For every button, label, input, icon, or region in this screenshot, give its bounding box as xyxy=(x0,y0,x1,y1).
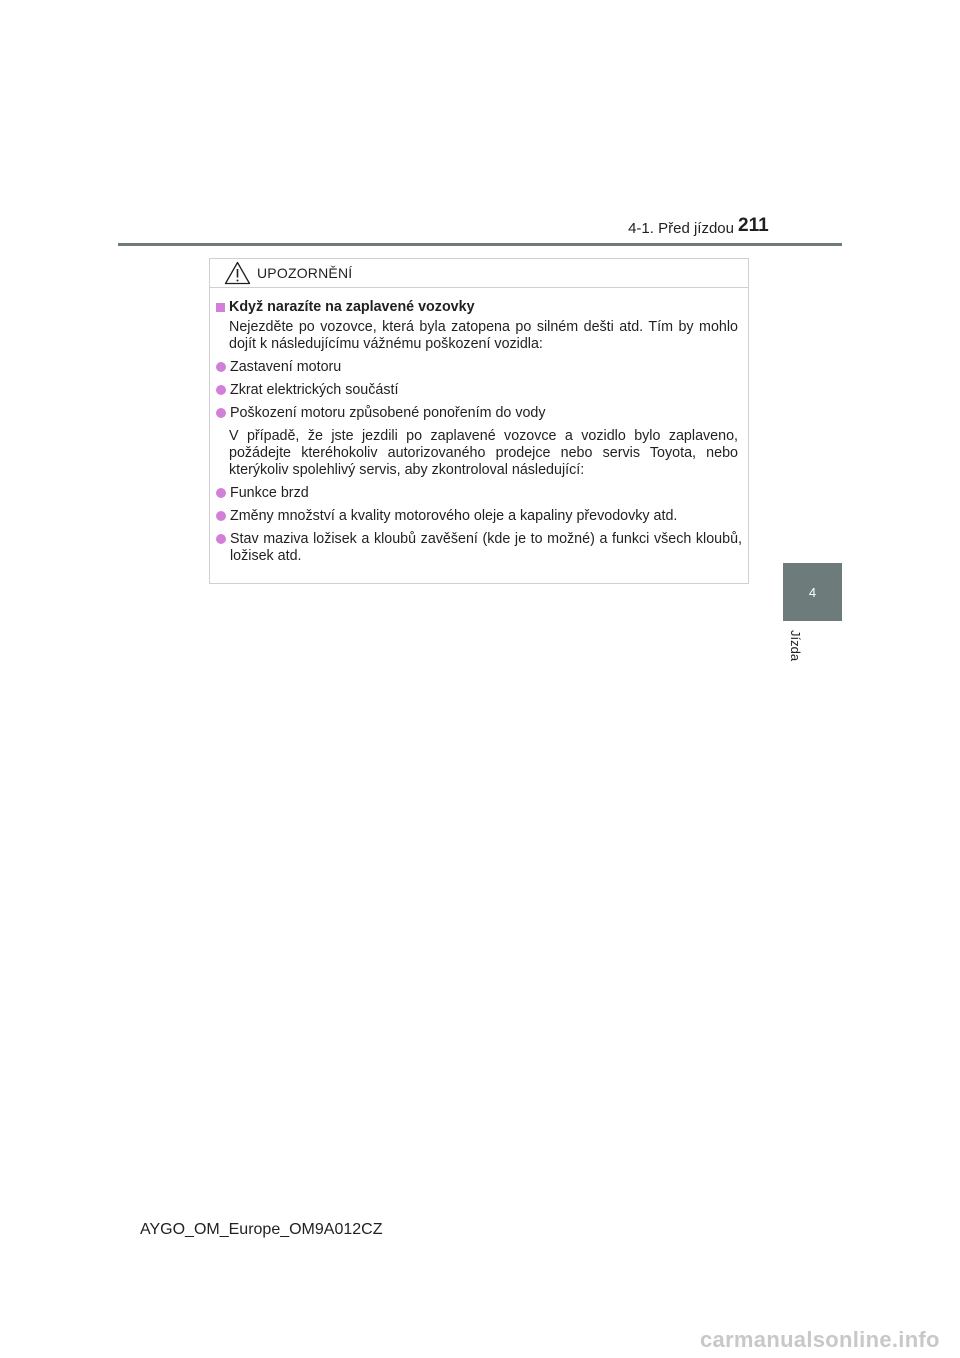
list-item-text: Zastavení motoru xyxy=(230,359,342,375)
follow-up-paragraph: V případě, že jste jezdili po zaplavené vozovce a vozidlo bylo zaplaveno, požádejte kteréhokoliv autorizovaného prodejce nebo servis Toyota, nebo kterýkoliv spolehlivý servis, aby zkontroloval následující: xyxy=(229,428,738,478)
chapter-tab xyxy=(783,563,842,621)
watermark: carmanualsonline.info xyxy=(700,1327,940,1352)
section-title: 4-1. Před jízdou xyxy=(628,220,734,237)
list-item-text: Funkce brzd xyxy=(230,485,309,501)
subheading-text: Když narazíte na zaplavené vozovky xyxy=(229,299,475,315)
round-bullet-icon xyxy=(216,385,226,395)
chapter-name: Jízda xyxy=(788,630,803,662)
round-bullet-icon xyxy=(216,511,226,521)
intro-paragraph: Nejezděte po vozovce, která byla zatopena po silném dešti atd. Tím by mohlo dojít k následujícímu vážnému poškození vozidla: xyxy=(229,319,738,352)
document-code: AYGO_OM_Europe_OM9A012CZ xyxy=(140,1221,383,1238)
header-divider xyxy=(118,243,842,246)
list-item xyxy=(216,382,742,399)
round-bullet-icon xyxy=(216,362,226,372)
list-item-text: Stav maziva ložisek a kloubů zavěšení (kde je to možné) a funkci všech kloubů, ložisek atd. xyxy=(230,531,742,564)
caution-title: UPOZORNĚNÍ xyxy=(257,265,353,281)
caution-body xyxy=(210,288,748,565)
round-bullet-icon xyxy=(216,488,226,498)
round-bullet-icon xyxy=(216,534,226,544)
list-item xyxy=(216,531,742,565)
list-item xyxy=(216,508,742,525)
list-item-text: Zkrat elektrických součástí xyxy=(230,382,399,398)
square-bullet-icon xyxy=(216,303,225,312)
list-item xyxy=(216,485,742,502)
chapter-number: 4 xyxy=(808,584,817,600)
list-item xyxy=(216,405,742,422)
caution-header xyxy=(210,259,748,288)
list-item xyxy=(216,359,742,376)
list-item-text: Poškození motoru způsobené ponořením do vody xyxy=(230,405,546,421)
warning-triangle-icon xyxy=(224,261,251,285)
page-number: 211 xyxy=(738,215,769,236)
round-bullet-icon xyxy=(216,408,226,418)
list-item-text: Změny množství a kvality motorového oleje a kapaliny převodovky atd. xyxy=(230,508,678,524)
caution-box xyxy=(209,258,749,584)
caution-subheading xyxy=(216,299,742,316)
